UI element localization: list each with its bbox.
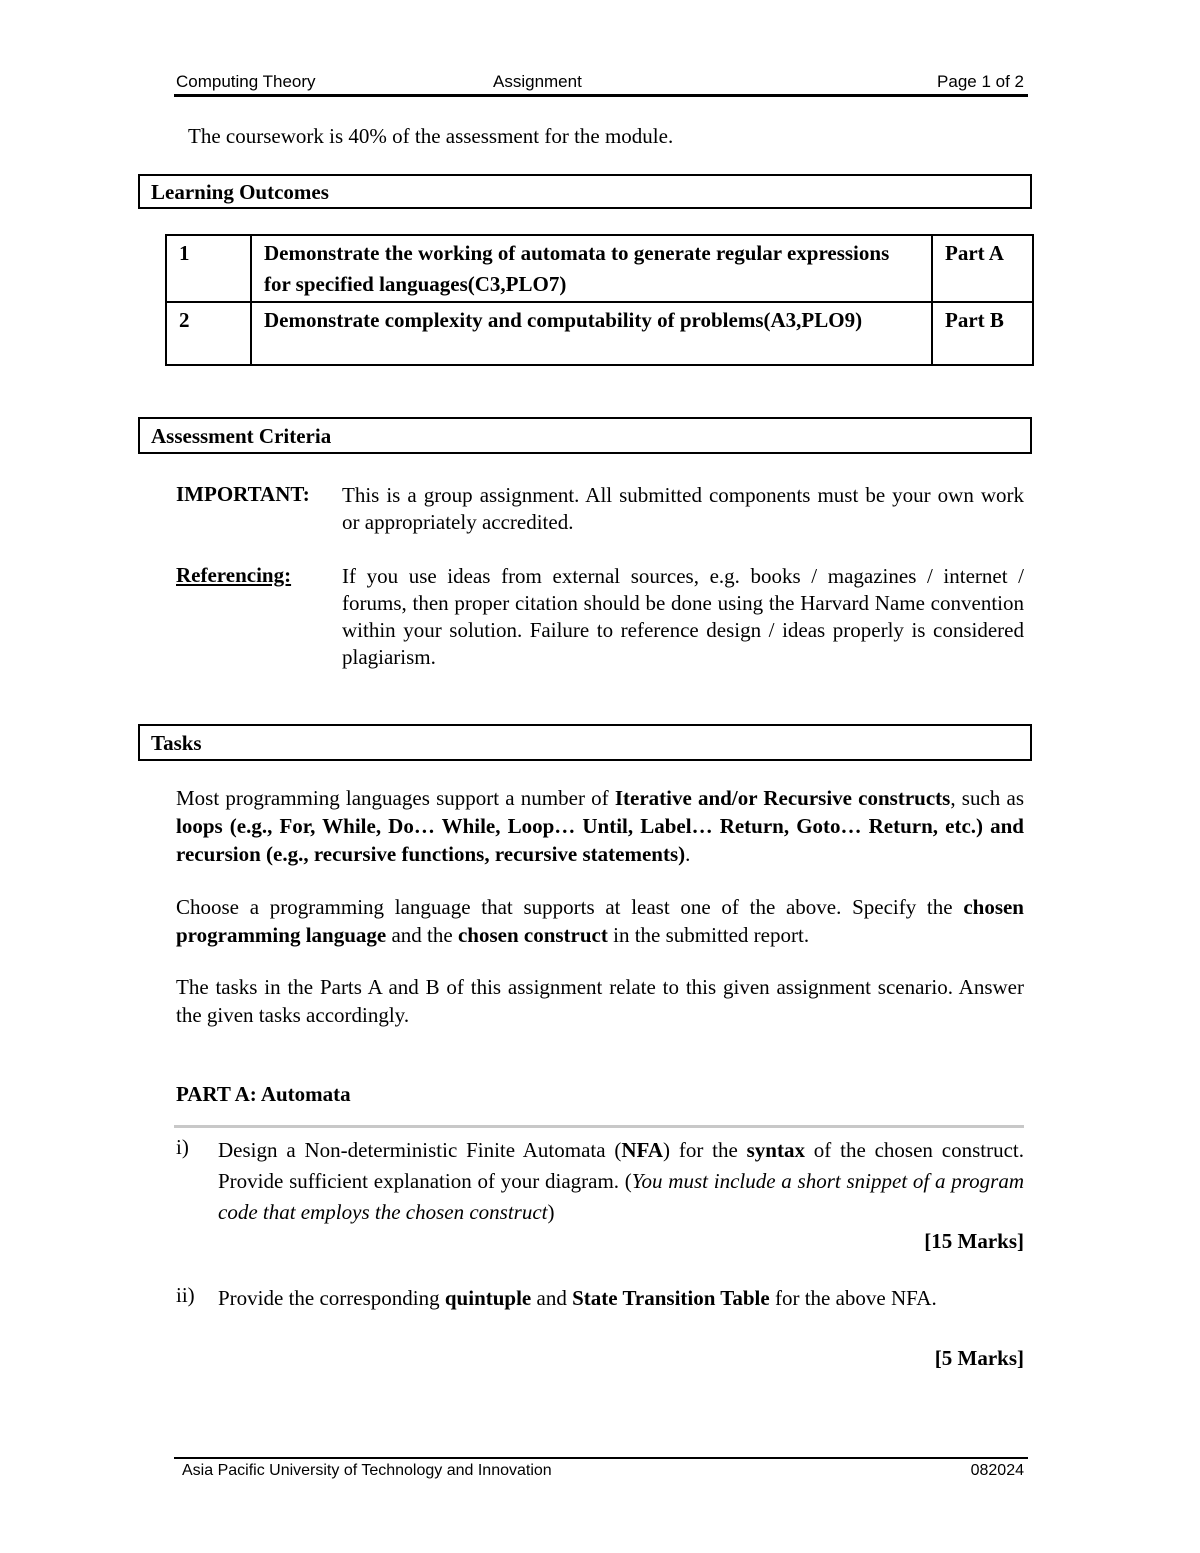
header-doc-type: Assignment [493, 72, 582, 91]
question-number: i) [176, 1135, 189, 1159]
header-rule [174, 94, 1028, 97]
table-row [166, 302, 1033, 365]
learning-outcomes-table [165, 234, 1034, 366]
referencing-text: If you use ideas from external sources, e.g. books / magazines / internet / forums, then proper citation should be done using the Harvard Name convention within your solution. Failure to reference design / ideas properly is considered plagiarism. [342, 564, 1024, 669]
header-course: Computing Theory [176, 72, 316, 91]
part-a-rule [174, 1125, 1024, 1128]
table-row [166, 235, 1033, 302]
important-label: IMPORTANT: [176, 482, 310, 506]
question-marks: [15 Marks] [924, 1229, 1024, 1253]
tasks-heading: Tasks [138, 724, 1032, 761]
tasks-paragraph-scenario: The tasks in the Parts A and B of this assignment relate to this given assignment scenario. Answer the given tasks accordingly. [176, 975, 1024, 1027]
footer-rule [174, 1457, 1028, 1459]
outcome-number: 2 [166, 302, 251, 365]
outcome-part: Part A [932, 235, 1033, 302]
outcome-part: Part B [932, 302, 1033, 365]
tasks-paragraph-constructs: Most programming languages support a number of Iterative and/or Recursive constructs, such as loops (e.g., For, While, Do… While, Loop… Until, Label… Return, Goto… Return, etc.) and recursion (e.g., recursive functions, recursive statements). [176, 786, 1024, 866]
part-a-heading: PART A: Automata [176, 1082, 351, 1106]
outcome-text: Demonstrate complexity and computability of problems(A3,PLO9) [251, 302, 932, 365]
question-number: ii) [176, 1283, 195, 1307]
header-page-number: Page 1 of 2 [937, 72, 1024, 91]
footer-institution: Asia Pacific University of Technology and Innovation [182, 1462, 552, 1479]
question-quintuple: Provide the corresponding quintuple and State Transition Table for the above NFA. [218, 1286, 937, 1310]
tasks-paragraph-choose-language: Choose a programming language that supports at least one of the above. Specify the chosen programming language and the chosen construct in the submitted report. [176, 895, 1024, 947]
question-marks: [5 Marks] [934, 1346, 1024, 1370]
intro-text: The coursework is 40% of the assessment for the module. [188, 124, 674, 148]
learning-outcomes-heading: Learning Outcomes [138, 174, 1032, 209]
referencing-label: Referencing: [176, 563, 292, 587]
outcome-text: Demonstrate the working of automata to generate regular expressions for specified languages(C3,PLO7) [251, 235, 932, 302]
footer-code: 082024 [970, 1462, 1024, 1479]
outcome-number: 1 [166, 235, 251, 302]
important-text: This is a group assignment. All submitted components must be your own work or appropriately accredited. [342, 483, 1024, 534]
assessment-criteria-heading: Assessment Criteria [138, 417, 1032, 454]
question-nfa-design: Design a Non-deterministic Finite Automata (NFA) for the syntax of the chosen construct. Provide sufficient explanation of your diagram. (You must include a short snippet of a program code that employs the chosen construct) [218, 1138, 1024, 1224]
